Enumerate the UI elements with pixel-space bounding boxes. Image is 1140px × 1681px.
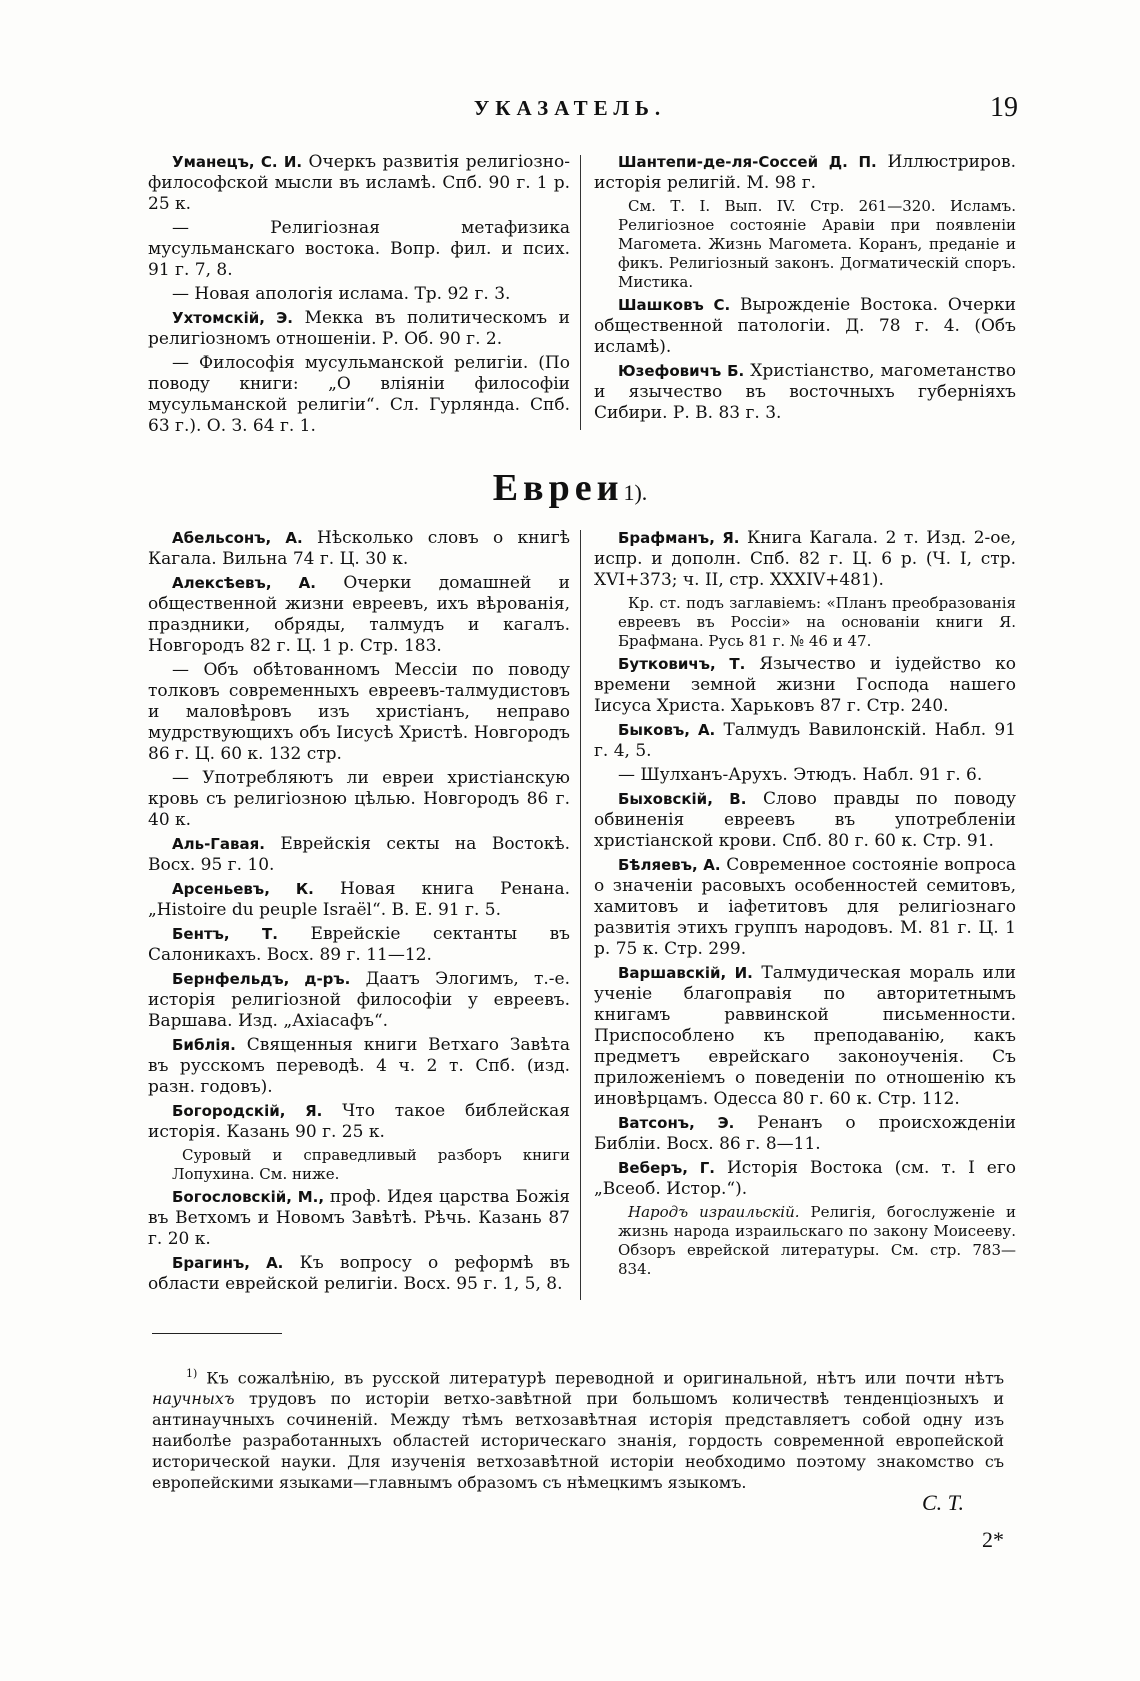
entry-text: — Новая апологія ислама. Тр. 92 г. 3. [172,284,511,304]
bibliography-entry [148,573,570,657]
footnote [152,1363,1004,1493]
entry-author: Ватсонъ, Э. [618,1114,735,1132]
entry-text: Исторія Востока (см. т. I его „Всеоб. Истор.“). [594,1158,1016,1199]
footnote-marker: 1) [186,1367,198,1380]
entry-author: Брафманъ, Я. [618,529,740,547]
entry-author: Шашковъ С. [618,296,731,314]
bibliography-entry [148,1101,570,1143]
bibliography-entry [148,660,570,765]
bibliography-entry [594,855,1016,960]
entry-author: Богословскій, М., [172,1188,325,1206]
entry-text: — Религіозная метафизика мусульманскаго востока. Вопр. фил. и псих. 91 г. 7, 8. [148,218,570,280]
bibliography-entry [594,765,1016,786]
entry-author: Алексѣевъ, А. [172,574,316,592]
bibliography-entry [148,924,570,966]
entry-text: Очерки домашней и общественной жизни евреевъ, ихъ вѣрованія, праздники, обряды, талмудъ и кагалъ. Новгородъ 82 г. Ц. 1 р. Стр. 183. [148,573,570,656]
bibliography-entry [594,720,1016,762]
column-divider [580,530,581,1300]
footnote-rule [152,1333,282,1334]
signature-mark: 2* [982,1527,1004,1552]
entry-text: Язычество и іудейство ко времени земной жизни Господа нашего Іисуса Христа. Харьковъ 87 г. Стр. 240. [594,654,1016,716]
bibliography-entry [594,963,1016,1110]
jews-right-column [594,528,1016,1282]
entry-annotation: Суровый и справедливый разборъ книги Лопухина. См. ниже. [172,1146,570,1183]
entry-text: — Шулханъ-Арухъ. Этюдъ. Набл. 91 г. 6. [618,765,983,785]
running-head [0,92,1140,132]
entry-author: Бентъ, Т. [172,925,278,943]
entry-text: — Объ обѣтованномъ Мессіи по поводу толковъ современныхъ евреевъ-талмудистовъ и маловѣровъ изъ христіанъ, неправо мудрствующихъ объ Іисусѣ Христѣ. Новгородъ 86 г. Ц. 60 к. 132 стр. [148,660,570,764]
entry-author: Быховскій, В. [618,790,747,808]
column-divider [580,155,581,430]
entry-text: Мекка въ политическомъ и религіозномъ отношеніи. Р. Об. 90 г. 2. [148,308,570,349]
entry-author: Аль-Гавая. [172,835,265,853]
entry-text: Книга Кагала. 2 т. Изд. 2-ое, испр. и дополн. Спб. 82 г. Ц. 6 р. (Ч. I, стр. XVI+373; ч. II, стр. XXXIV+481). [594,528,1016,590]
entry-text: Даатъ Элогимъ, т.-е. исторія религіозной философіи у евреевъ. Варшава. Изд. „Ахіасафъ“. [148,969,570,1031]
entry-text: Еврейскія секты на Востокѣ. Восх. 95 г. 10. [148,834,570,875]
entry-text: Современное состояніе вопроса о значеніи расовыхъ особенностей семитовъ, хамитовъ и іафетитовъ для религіознаго развитія этихъ группъ народовъ. М. 81 г. Ц. 1 р. 75 к. Стр. 299. [594,855,1016,959]
entry-text: Очеркъ развитія религіозно-философской мысли въ исламѣ. Спб. 90 г. 1 р. 25 к. [148,152,570,214]
islam-left-column [148,152,570,440]
entry-text: Талмудъ Вавилонскій. Набл. 91 г. 4, 5. [594,720,1017,761]
footnote-signature: С. Т. [921,1490,964,1515]
entry-text: Слово правды по поводу обвиненія евреевъ въ употребленіи христіанской крови. Спб. 80 г. 60 к. Стр. 91. [594,789,1016,851]
entry-text: Къ вопросу о реформѣ въ области еврейской религіи. Восх. 95 г. 1, 5, 8. [148,1253,570,1294]
annotation-italic: Народъ израильскій. [628,1203,800,1221]
entry-text: Христіанство, магометанство и язычество въ восточныхъ губерніяхъ Сибири. Р. В. 83 г. 3. [594,361,1016,423]
entry-text: Что такое библейская исторія. Казань 90 г. 25 к. [148,1101,570,1142]
bibliography-entry [148,969,570,1032]
entry-text: Священныя книги Ветхаго Завѣта въ русскомъ переводѣ. 4 ч. 2 т. Спб. (изд. разн. годовъ). [148,1035,570,1097]
entry-author: Веберъ, Г. [618,1159,716,1177]
footnote-italic: научныхъ [152,1389,235,1409]
entry-author: Ухтомскій, Э. [172,309,294,327]
bibliography-entry [148,528,570,570]
entry-text: проф. Идея царства Божія въ Ветхомъ и Новомъ Завѣтѣ. Рѣчь. Казань 87 г. 20 к. [148,1187,570,1249]
bibliography-entry [594,654,1016,717]
page-number: 19 [990,92,1018,123]
entry-annotation: См. Т. І. Вып. IV. Стр. 261—320. Исламъ. Религіозное состояніе Аравіи при появленіи Магомета. Жизнь Магомета. Коранъ, преданіе и фикъ. Религіозный законъ. Догматическій споръ. Мистика. [618,197,1016,291]
entry-author: Абельсонъ, А. [172,529,303,547]
entry-author: Богородскій, Я. [172,1102,323,1120]
bibliography-entry [148,308,570,350]
bibliography-entry [148,152,570,215]
entry-text: Нѣсколько словъ о книгѣ Кагала. Вильна 74 г. Ц. 30 к. [148,528,571,569]
footnote-text: трудовъ по исторіи ветхо-завѣтной при большомъ количествѣ тенденціозныхъ и антинаучныхъ сочиненій. Между тѣмъ ветхозавѣтная исторія представляетъ собой одну изъ наиболѣе разработанныхъ областей историческаго знанія, гордость современной европейской исторической науки. Для изученія ветхозавѣтной исторіи необходимо поэтому знакомство съ европейскими языками—главнымъ образомъ съ нѣмецкимъ языкомъ. [152,1389,1004,1493]
entry-annotation [618,1203,1016,1279]
footnote-reference: 1). [623,480,648,505]
entry-author: Бутковичъ, Т. [618,655,746,673]
islam-right-column [594,152,1016,427]
bibliography-entry [594,152,1016,194]
bibliography-entry [594,789,1016,852]
annotation-text: Религія, богослуженіе и жизнь народа израильскаго по закону Моисееву. Обзоръ еврейской литературы. См. стр. 783—834. [618,1203,1016,1278]
entry-author: Шантепи-де-ля-Соссей Д. П. [618,153,877,171]
entry-author: Уманецъ, С. И. [172,153,303,171]
entry-author: Варшавскій, И. [618,964,753,982]
jews-left-column [148,528,570,1298]
bibliography-entry [148,768,570,831]
entry-text: Новая книга Ренана. „Histoire du peuple Israël“. В. Е. 91 г. 5. [148,879,570,920]
bibliography-entry [148,1035,570,1098]
bibliography-entry [148,1253,570,1295]
bibliography-entry [148,218,570,281]
entry-text: Еврейскіе сектанты въ Салоникахъ. Восх. 89 г. 11—12. [148,924,570,965]
section-title: Евреи [492,467,624,509]
section-heading [0,466,1140,510]
entry-author: Бѣляевъ, А. [618,856,721,874]
bibliography-entry [148,879,570,921]
bibliography-entry [594,528,1016,591]
entry-author: Бернфельдъ, д-ръ. [172,970,351,988]
bibliography-entry [148,284,570,305]
entry-author: Юзефовичъ Б. [618,362,745,380]
entry-author: Быковъ, А. [618,721,716,739]
entry-text: — Философія мусульманской религіи. (По поводу книги: „О вліяніи философіи мусульманской религіи“. Сл. Гурлянда. Спб. 63 г.). О. З. 64 г. 1. [148,353,570,436]
entry-author: Библія. [172,1036,236,1054]
entry-text: Талмудическая мораль или ученіе благоправія по авторитетнымъ книгамъ раввинской письменности. Приспособлено къ преподаванію, какъ предметъ еврейскаго законоученія. Съ приложеніемъ о поведеніи по отношенію къ иновѣрцамъ. Одесса 80 г. 60 к. Стр. 112. [594,963,1017,1109]
bibliography-entry [594,361,1016,424]
bibliography-entry [148,1187,570,1250]
entry-text: Иллюстриров. исторія религій. М. 98 г. [594,152,1016,193]
running-title: УКАЗАТЕЛЬ. [473,96,667,120]
entry-author: Брагинъ, А. [172,1254,284,1272]
bibliography-entry [594,1113,1016,1155]
footnote-text: Къ сожалѣнію, въ русской литературѣ переводной и оригинальной, нѣтъ или почти нѣтъ [197,1368,1004,1388]
bibliography-entry [148,834,570,876]
bibliography-entry [594,1158,1016,1200]
entry-annotation: Кр. ст. подъ заглавіемъ: «Планъ преобразованія евреевъ въ Россіи» на основаніи книги Я. Брафмана. Русь 81 г. № 46 и 47. [618,594,1016,650]
entry-author: Арсеньевъ, К. [172,880,314,898]
bibliography-entry [148,353,570,437]
entry-text: Вырожденіе Востока. Очерки общественной патологіи. Д. 78 г. 4. (Объ исламѣ). [594,295,1016,357]
bibliography-entry [594,295,1016,358]
entry-text: — Употребляютъ ли евреи христіанскую кровь съ религіозною цѣлью. Новгородъ 86 г. 40 к. [148,768,570,830]
entry-text: Ренанъ о происхожденіи Библіи. Восх. 86 г. 8—11. [594,1113,1016,1154]
